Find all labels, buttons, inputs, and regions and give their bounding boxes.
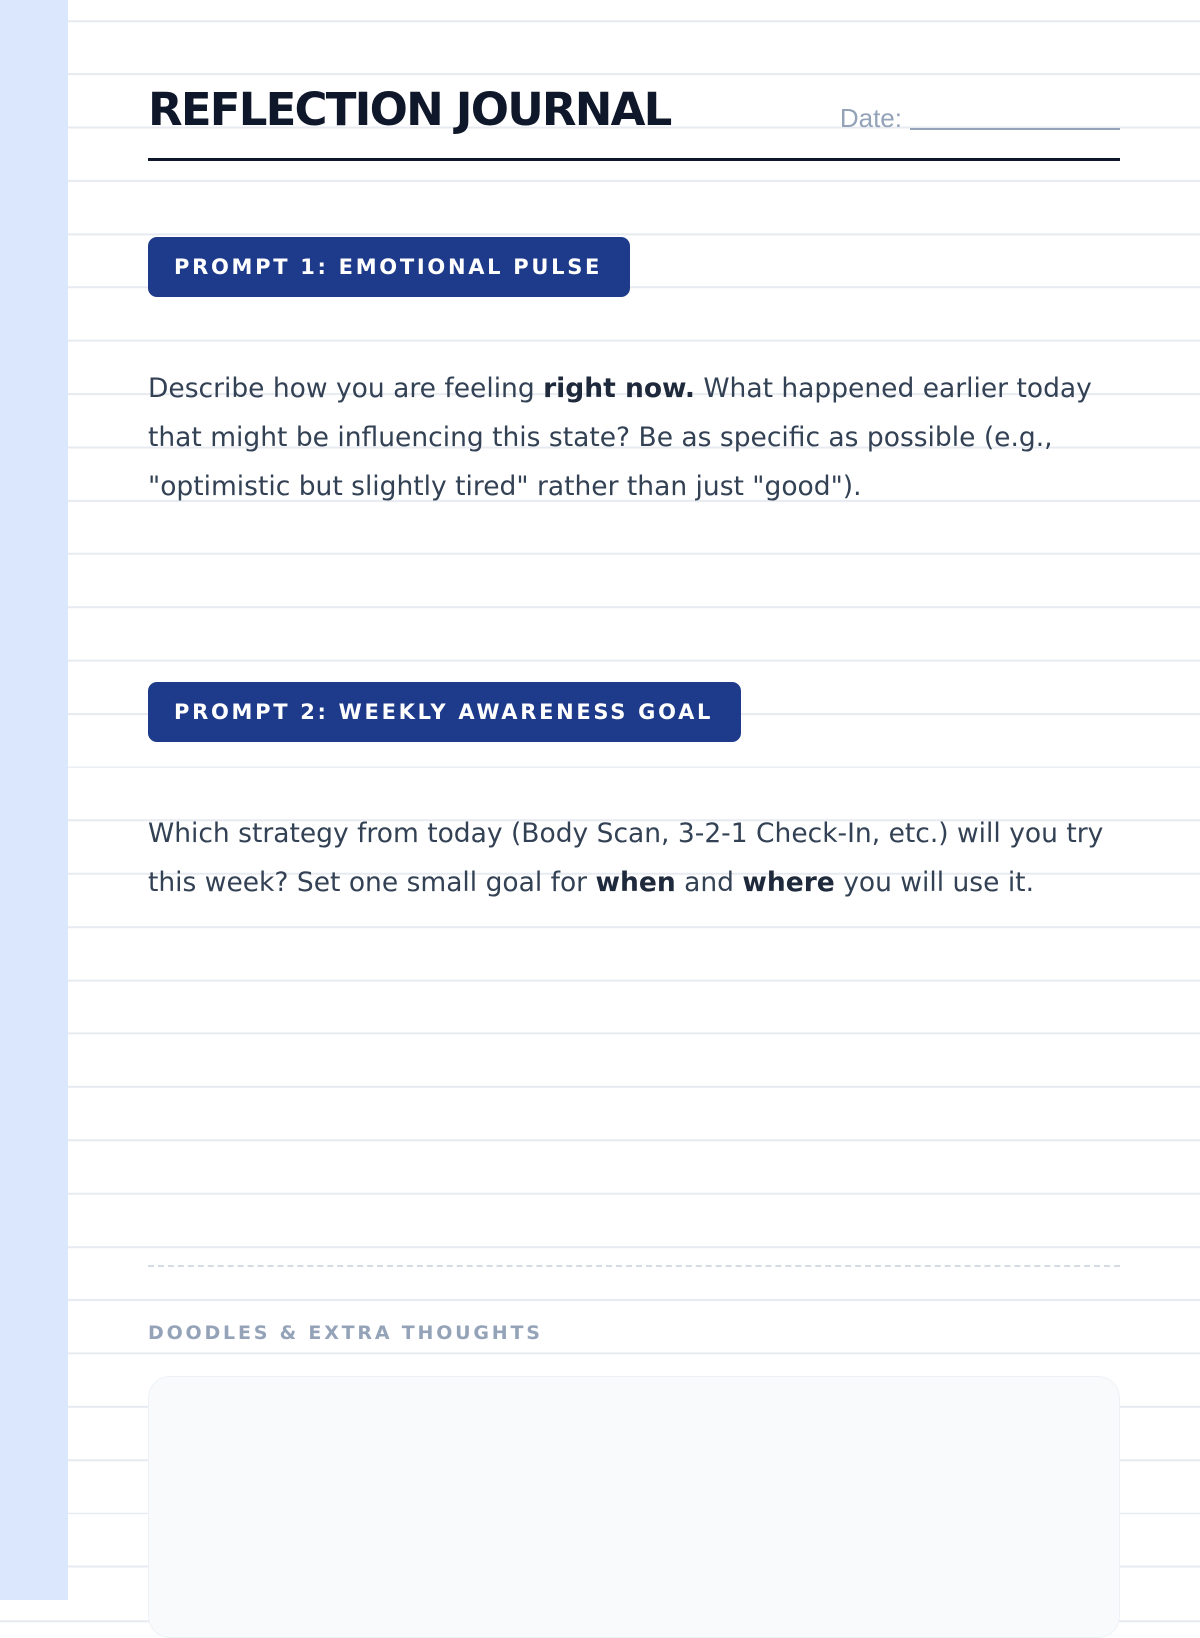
page-title: REFLECTION JOURNAL [148, 83, 671, 136]
prompt-1-text-part: What happened earlier today that might be influencing this state? Be as specific as possible (e.g., "optimistic but slightly tired" rather than just "good"). [148, 373, 1092, 502]
prompt-2-text-part: you will use it. [834, 867, 1034, 898]
prompt-1-badge: PROMPT 1: EMOTIONAL PULSE [148, 237, 630, 297]
prompt-1-text-part: Describe how you are feeling [148, 373, 544, 404]
journal-page [148, 0, 1120, 1600]
date-field [840, 103, 1120, 133]
doodle-area[interactable] [148, 1376, 1120, 1638]
prompt-2-emphasis-when: when [595, 867, 676, 898]
doodles-label: DOODLES & EXTRA THOUGHTS [148, 1322, 543, 1344]
journal-header [148, 80, 1120, 161]
margin-strip [0, 0, 68, 1600]
prompt-1-emphasis: right now. [543, 373, 695, 404]
section-divider [148, 1265, 1120, 1267]
prompt-2-text [148, 809, 1120, 907]
date-line[interactable] [910, 104, 1120, 130]
prompt-1-text [148, 364, 1120, 511]
prompt-2-text-part: Which strategy from today (Body Scan, 3-2-1 Check-In, etc.) will you try this week? Set one small goal for [148, 818, 1104, 898]
prompt-2-badge: PROMPT 2: WEEKLY AWARENESS GOAL [148, 682, 741, 742]
prompt-2-text-part: and [675, 867, 743, 898]
date-label: Date: [839, 103, 902, 133]
prompt-2-emphasis-where: where [742, 867, 835, 898]
